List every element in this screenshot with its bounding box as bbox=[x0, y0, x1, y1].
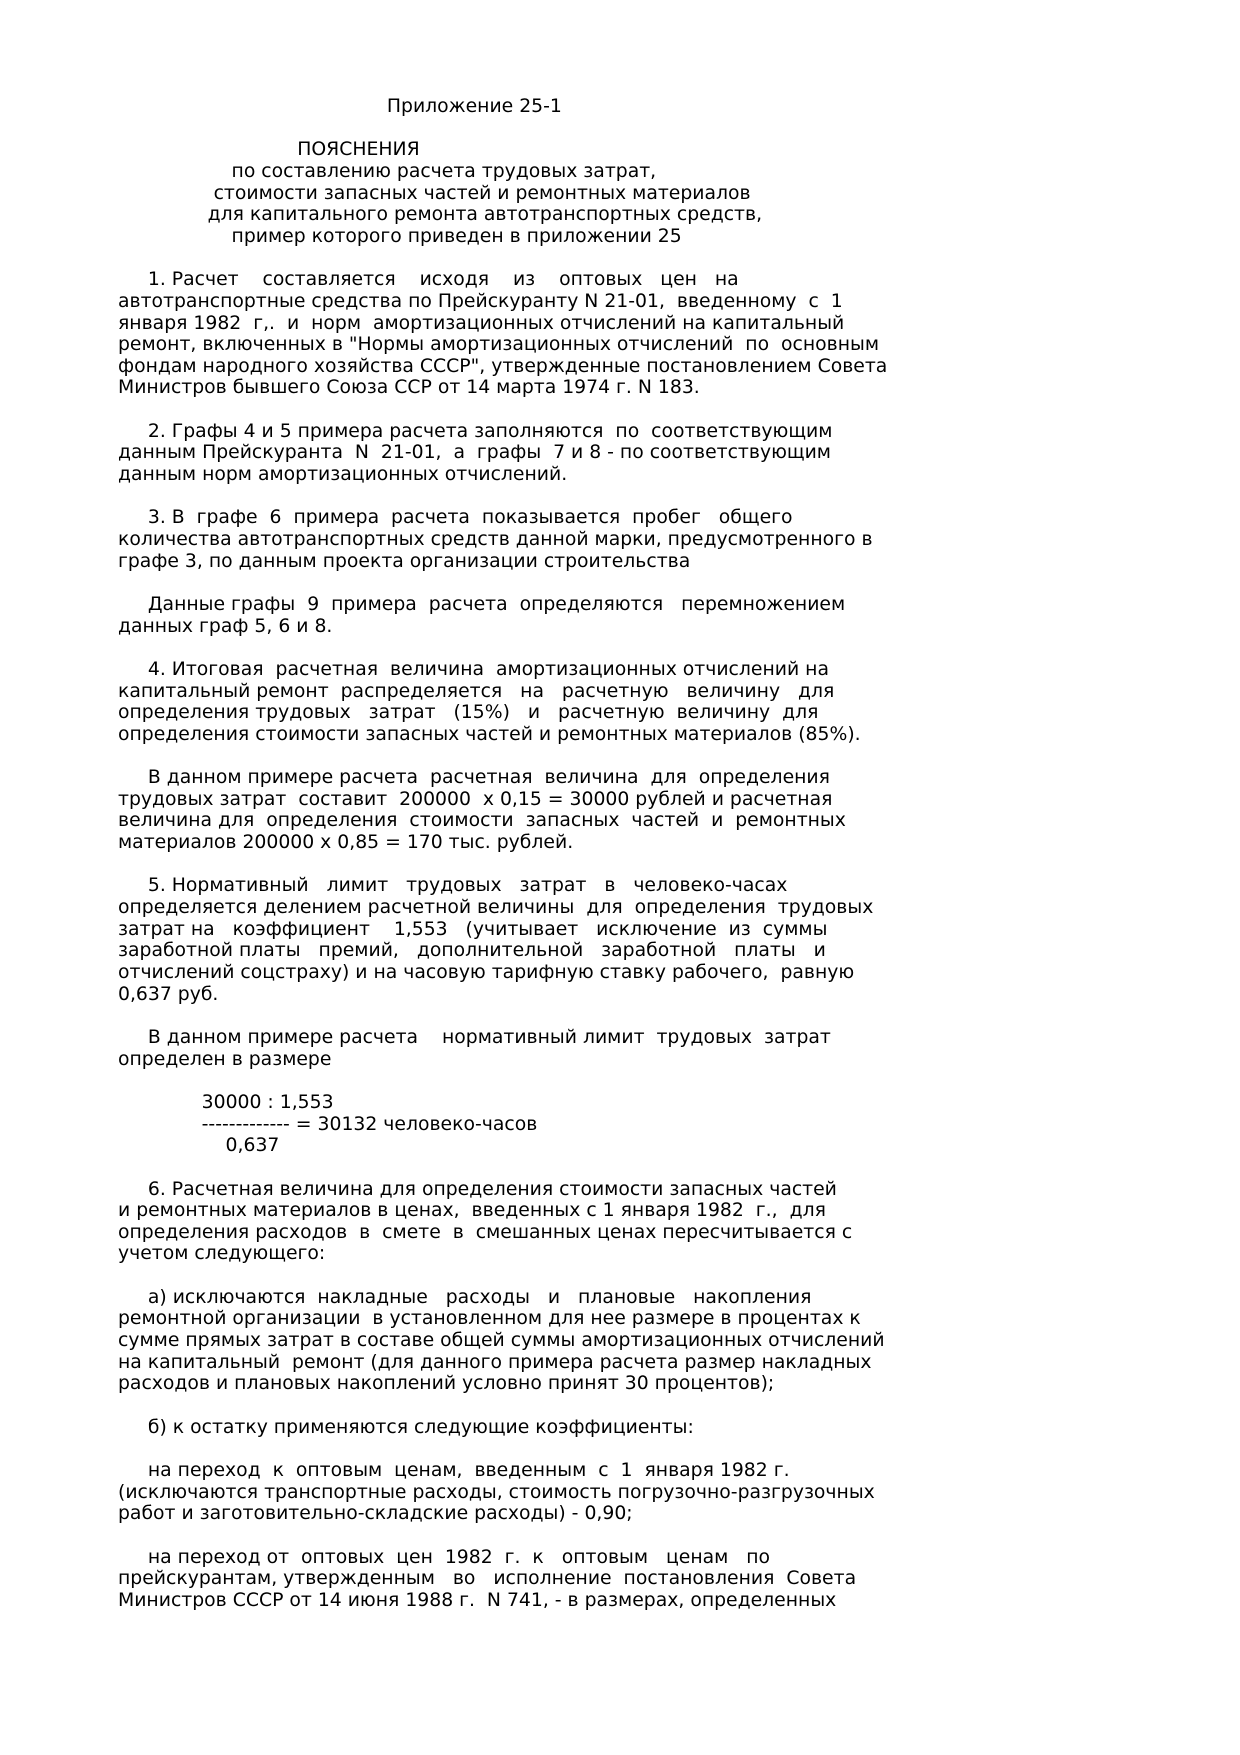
document-line: 0,637 руб. bbox=[118, 983, 219, 1005]
document-line: 2. Графы 4 и 5 примера расчета заполняются по соответствующим bbox=[118, 420, 833, 442]
document-line: фондам народного хозяйства СССР", утвержденные постановлением Совета bbox=[118, 355, 888, 377]
document-line: ремонтной организации в установленном для нее размере в процентах к bbox=[118, 1308, 861, 1330]
document-line: 6. Расчетная величина для определения стоимости запасных частей bbox=[118, 1178, 837, 1200]
document-line: 5. Нормативный лимит трудовых затрат в человеко-часах bbox=[118, 875, 788, 897]
document-line: Министров СССР от 14 июня 1988 г. N 741, - в размерах, определенных bbox=[118, 1589, 837, 1611]
document-line: на переход к оптовым ценам, введенным с 1 января 1982 г. bbox=[118, 1459, 790, 1481]
document-line: трудовых затрат составит 200000 х 0,15 = 30000 рублей и расчетная bbox=[118, 788, 833, 810]
document-line: на капитальный ремонт (для данного примера расчета размер накладных bbox=[118, 1351, 872, 1373]
document-line: 1. Расчет составляется исходя из оптовых цен на bbox=[118, 269, 739, 291]
document-line: данных граф 5, 6 и 8. bbox=[118, 615, 333, 637]
document-line: ремонт, включенных в "Нормы амортизационных отчислений по основным bbox=[118, 334, 880, 356]
document-line: данным норм амортизационных отчислений. bbox=[118, 464, 568, 486]
document-line: заработной платы премий, дополнительной заработной платы и bbox=[118, 940, 826, 962]
document-line: на переход от оптовых цен 1982 г. к оптовым ценам по bbox=[118, 1546, 771, 1568]
document-line: Министров бывшего Союза ССР от 14 марта 1974 г. N 183. bbox=[118, 377, 700, 399]
document-line: работ и заготовительно-складские расходы) - 0,90; bbox=[118, 1503, 633, 1525]
document-line: (исключаются транспортные расходы, стоимость погрузочно-разгрузочных bbox=[118, 1481, 875, 1503]
document-line: 3. В графе 6 примера расчета показывается пробег общего bbox=[118, 507, 793, 529]
document-line: Данные графы 9 примера расчета определяются перемножением bbox=[118, 593, 846, 615]
document-line: 30000 : 1,553 bbox=[118, 1091, 334, 1113]
document-line: 4. Итоговая расчетная величина амортизационных отчислений на bbox=[118, 658, 829, 680]
document-line: определения расходов в смете в смешанных ценах пересчитывается с bbox=[118, 1221, 853, 1243]
document-line: и ремонтных материалов в ценах, введенных с 1 января 1982 г., для bbox=[118, 1200, 826, 1222]
document-line: Приложение 25-1 bbox=[118, 96, 562, 117]
document-line: расходов и плановых накоплений условно принят 30 процентов); bbox=[118, 1373, 775, 1395]
document-line: определяется делением расчетной величины для определения трудовых bbox=[118, 897, 874, 919]
document-line: капитальный ремонт распределяется на расчетную величину для bbox=[118, 680, 835, 702]
document-line: учетом следующего: bbox=[118, 1243, 326, 1265]
document-line: стоимости запасных частей и ремонтных материалов bbox=[118, 182, 751, 204]
document-line: ------------- = 30132 человеко-часов bbox=[118, 1113, 538, 1135]
document-line: определения трудовых затрат (15%) и расчетную величину для bbox=[118, 702, 819, 724]
document-line: затрат на коэффициент 1,553 (учитывает исключение из суммы bbox=[118, 918, 828, 940]
document-line: января 1982 г,. и норм амортизационных отчислений на капитальный bbox=[118, 312, 845, 334]
document-line: графе 3, по данным проекта организации строительства bbox=[118, 550, 691, 572]
document-line: для капитального ремонта автотранспортных средств, bbox=[118, 204, 763, 226]
document-line: по составлению расчета трудовых затрат, bbox=[118, 160, 657, 182]
document-line: автотранспортные средства по Прейскуранту N 21-01, введенному с 1 bbox=[118, 290, 843, 312]
document-line: материалов 200000 х 0,85 = 170 тыс. рублей. bbox=[118, 832, 574, 854]
document-line: б) к остатку применяются следующие коэффициенты: bbox=[118, 1416, 694, 1438]
document-line: В данном примере расчета расчетная величина для определения bbox=[118, 767, 830, 789]
document-line: пример которого приведен в приложении 25 bbox=[118, 225, 682, 247]
document-line: а) исключаются накладные расходы и плановые накопления bbox=[118, 1286, 812, 1308]
document-line: количества автотранспортных средств данной марки, предусмотренного в bbox=[118, 529, 873, 550]
document-line: определения стоимости запасных частей и ремонтных материалов (85%). bbox=[118, 723, 861, 745]
document-line: определен в размере bbox=[118, 1048, 332, 1070]
document-line: величина для определения стоимости запасных частей и ремонтных bbox=[118, 810, 846, 832]
document-line: 0,637 bbox=[118, 1135, 280, 1157]
document-line: В данном примере расчета нормативный лимит трудовых затрат bbox=[118, 1026, 831, 1048]
document-line: отчислений соцстраху) и на часовую тарифную ставку рабочего, равную bbox=[118, 962, 855, 983]
document-line: прейскурантам, утвержденным во исполнение постановления Совета bbox=[118, 1568, 857, 1590]
document-line: ПОЯСНЕНИЯ bbox=[118, 139, 420, 161]
document-line: сумме прямых затрат в составе общей суммы амортизационных отчислений bbox=[118, 1330, 885, 1352]
document-line: данным Прейскуранта N 21-01, а графы 7 и 8 - по соответствующим bbox=[118, 442, 831, 464]
